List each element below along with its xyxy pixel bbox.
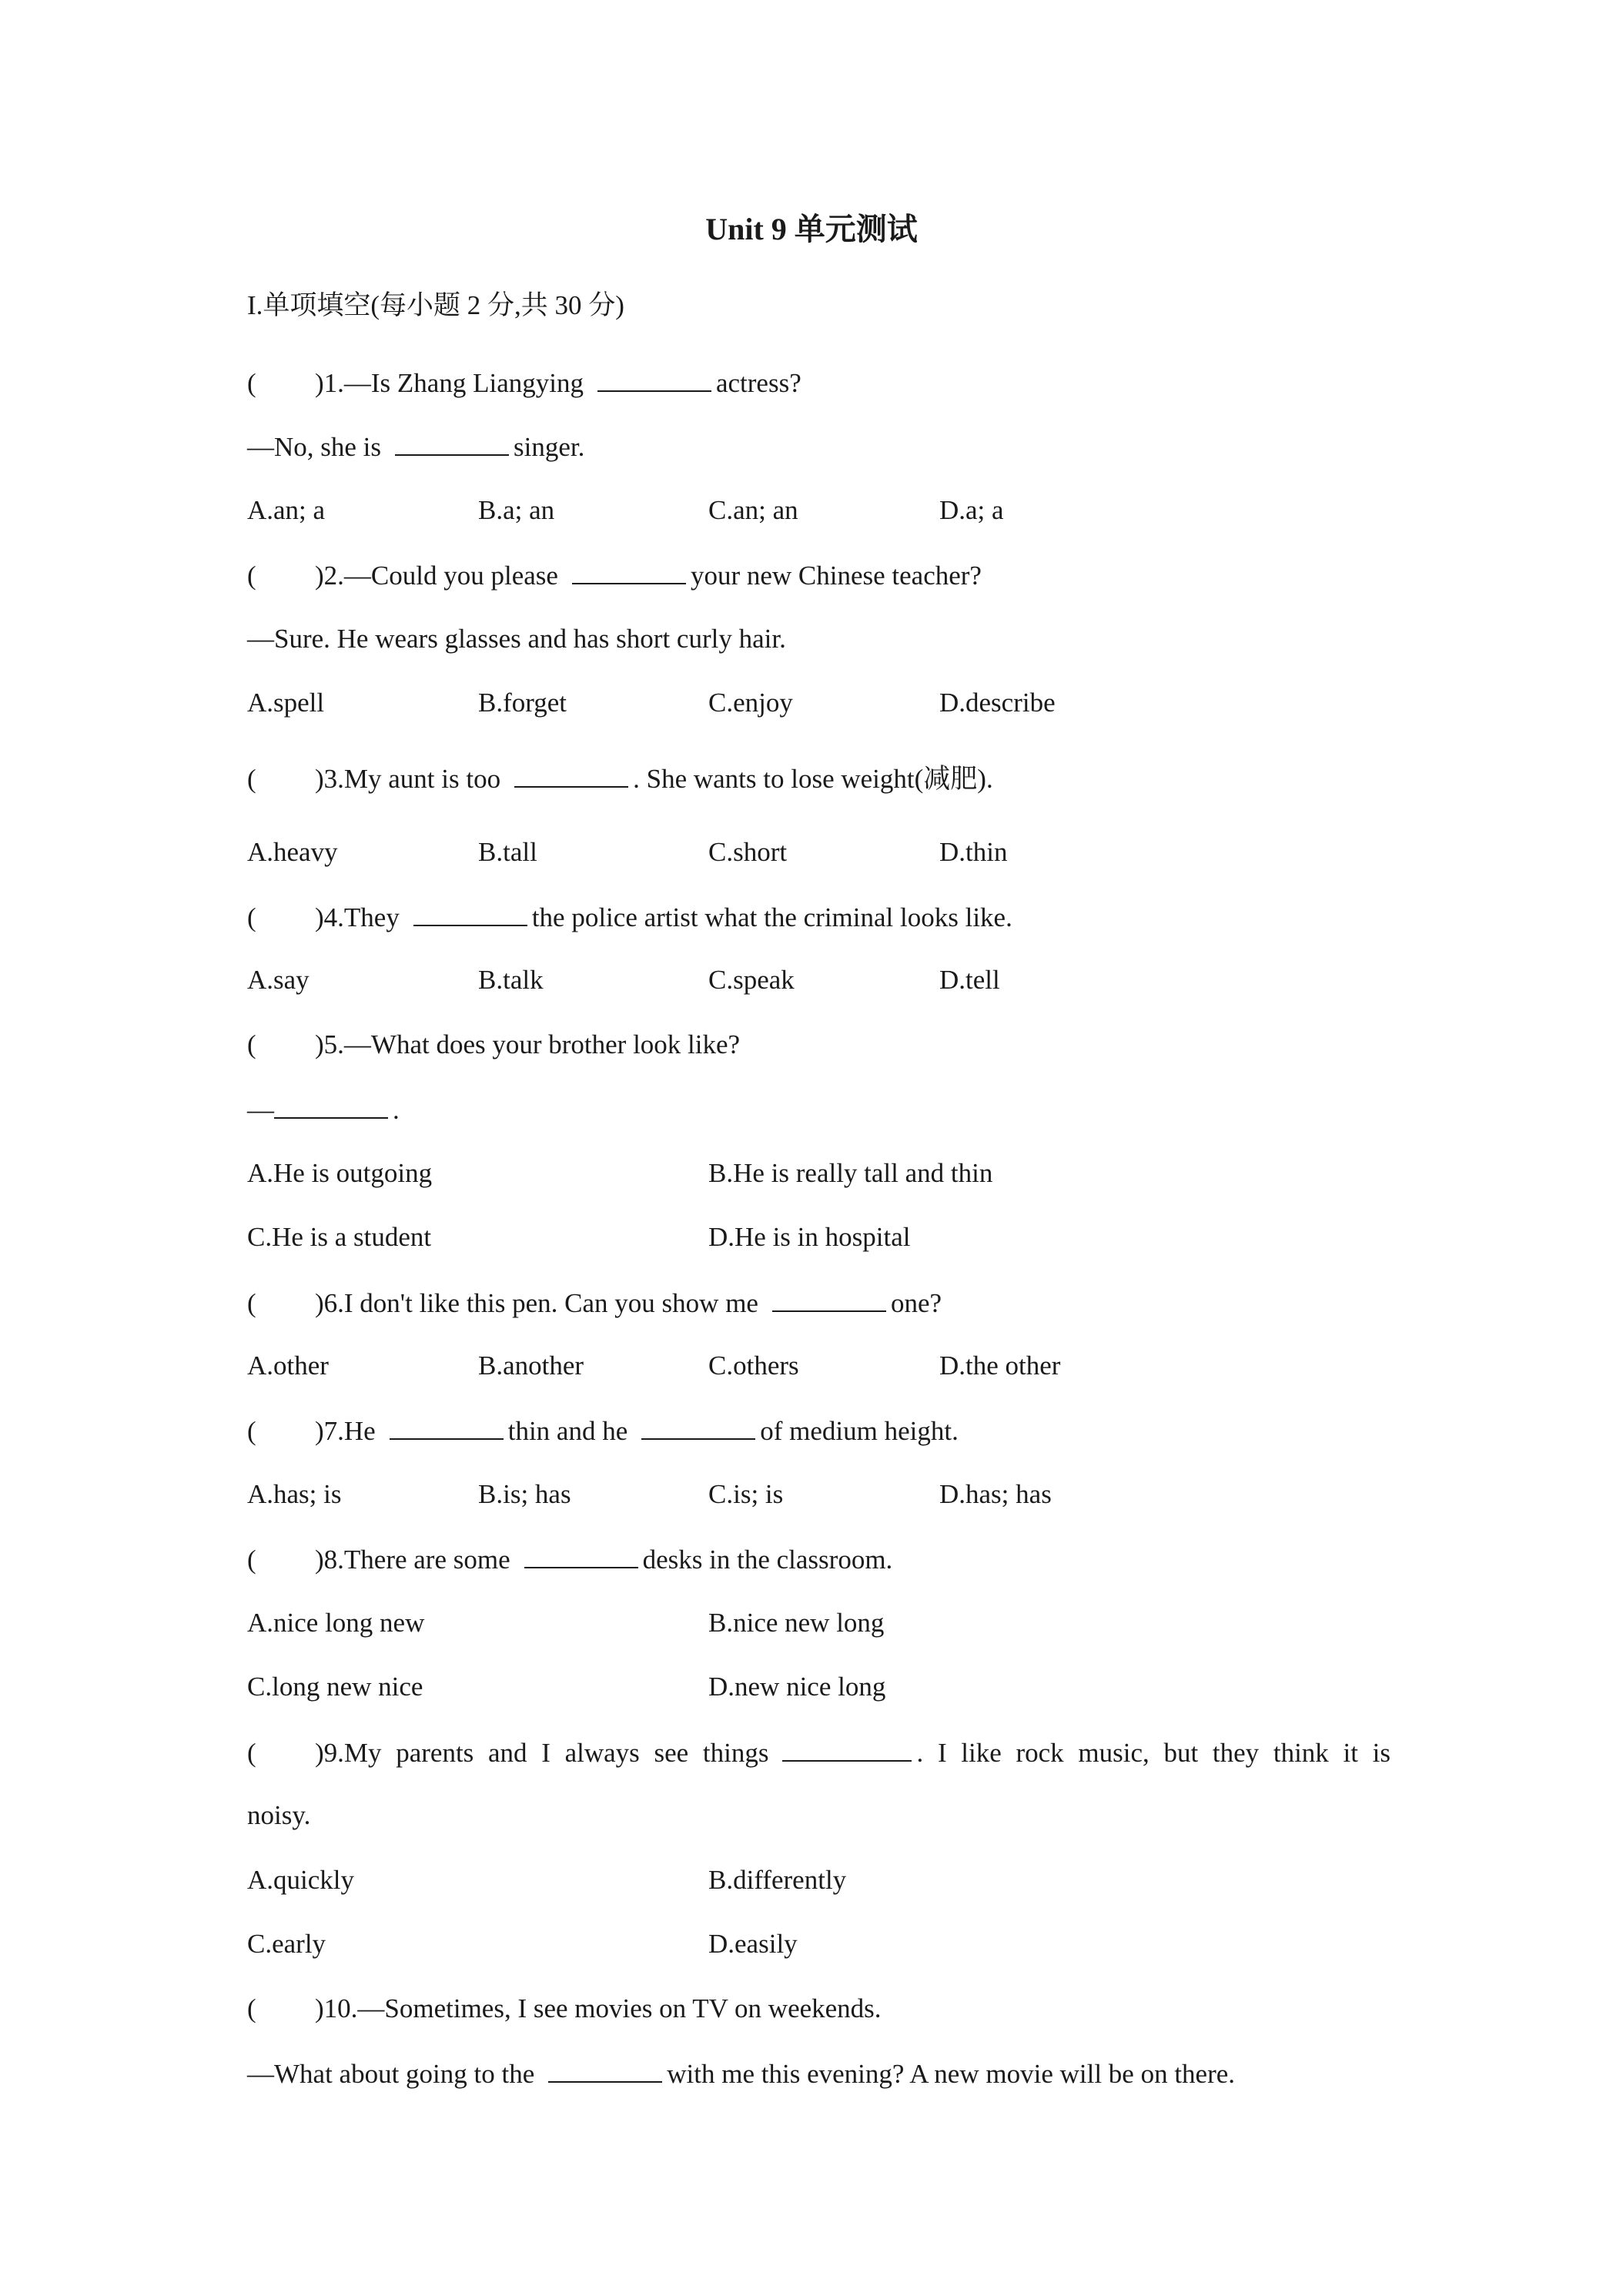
option-d: D.easily [708,1929,798,1959]
option-a: A.other [247,1350,329,1381]
question-5-reply: — . [247,1089,400,1130]
answer-paren[interactable]: ( [247,368,256,398]
question-10: ( )10.—Sometimes, I see movies on TV on weekends. [247,1990,882,2028]
answer-paren[interactable]: ( [247,902,256,932]
option-b: B.is; has [478,1479,571,1509]
option-a: A.heavy [247,837,338,867]
option-b: B.talk [478,965,544,995]
answer-blank [390,1411,504,1440]
answer-blank [514,758,628,788]
section-heading: I.单项填空(每小题 2 分,共 30 分) [247,290,624,320]
option-d: D.a; a [939,495,1004,525]
answer-paren[interactable]: ( [247,764,256,794]
question-9-continuation: noisy. [247,1800,311,1830]
answer-blank [572,555,686,584]
option-c: C.an; an [708,495,798,525]
option-a: A.an; a [247,495,326,525]
answer-paren[interactable]: ( [247,1029,256,1059]
question-2: ( )2.—Could you please your new Chinese teacher? [247,555,982,595]
option-d: D.thin [939,837,1008,867]
option-b: B.differently [708,1865,847,1895]
answer-paren[interactable]: ( [247,1545,256,1575]
question-2-reply: —Sure. He wears glasses and has short curly hair. [247,624,786,654]
option-c: C.others [708,1350,799,1381]
option-d: D.has; has [939,1479,1052,1509]
option-d: D.He is in hospital [708,1222,911,1252]
question-7: ( )7.He thin and he of medium height. [247,1411,959,1451]
option-c: C.enjoy [708,688,793,718]
option-c: C.short [708,837,788,867]
option-c: C.long new nice [247,1672,423,1702]
answer-blank [395,427,509,456]
answer-blank [548,2053,662,2083]
answer-blank [413,897,527,926]
option-a: A.He is outgoing [247,1158,433,1188]
question-8: ( )8.There are some desks in the classroom. [247,1539,892,1579]
page-title: Unit 9 单元测试 [705,212,918,246]
option-a: A.say [247,965,310,995]
question-5: ( )5.—What does your brother look like? [247,1026,740,1064]
option-b: B.nice new long [708,1608,885,1638]
option-c: C.early [247,1929,326,1959]
option-d: D.tell [939,965,1000,995]
option-d: D.the other [939,1350,1061,1381]
question-1: ( )1.—Is Zhang Liangying actress? [247,363,801,403]
option-d: D.describe [939,688,1056,718]
answer-paren[interactable]: ( [247,1288,256,1318]
option-c: C.speak [708,965,795,995]
answer-blank [782,1732,912,1762]
question-6: ( )6.I don't like this pen. Can you show me one? [247,1283,942,1323]
option-b: B.another [478,1350,584,1381]
option-b: B.tall [478,837,537,867]
question-1-reply: —No, she is singer. [247,427,584,467]
answer-paren[interactable]: ( [247,1416,256,1446]
option-d: D.new nice long [708,1672,886,1702]
option-a: A.nice long new [247,1608,425,1638]
option-b: B.forget [478,688,567,718]
option-a: A.has; is [247,1479,342,1509]
answer-blank [772,1283,886,1312]
answer-blank [524,1539,638,1568]
question-3: ( )3.My aunt is too . She wants to lose weight(减肥). [247,758,993,798]
option-b: B.a; an [478,495,555,525]
question-4: ( )4.They the police artist what the criminal looks like. [247,897,1012,937]
answer-paren[interactable]: ( [247,1993,256,2023]
option-a: A.quickly [247,1865,355,1895]
answer-paren[interactable]: ( [247,1738,256,1768]
answer-blank [641,1411,755,1440]
question-9: ( )9.My parents and I always see things . I like rock music, but they think it is [247,1732,1390,1772]
option-c: C.is; is [708,1479,784,1509]
option-c: C.He is a student [247,1222,432,1252]
option-b: B.He is really tall and thin [708,1158,993,1188]
answer-blank [274,1089,388,1119]
answer-paren[interactable]: ( [247,561,256,591]
question-10-reply: —What about going to the with me this evening? A new movie will be on there. [247,2053,1235,2094]
option-a: A.spell [247,688,325,718]
answer-blank [597,363,711,392]
